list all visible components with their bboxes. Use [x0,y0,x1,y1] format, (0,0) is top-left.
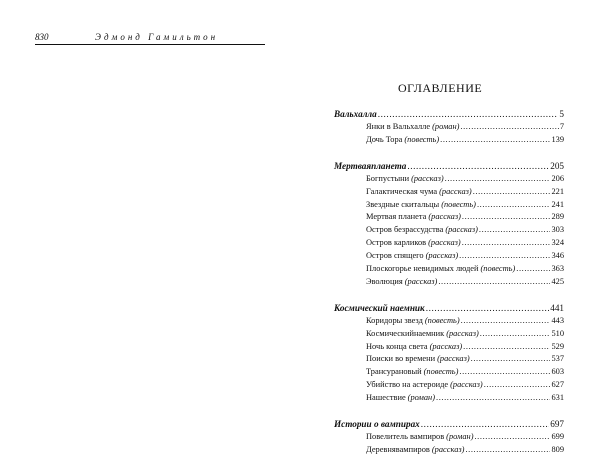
toc-entry [334,276,564,289]
work-page-number: 303 [551,225,564,235]
work-genre: (рассказ) [404,276,438,286]
toc-entry [334,263,564,276]
toc-entry [334,366,564,379]
work-genre: (рассказ) [428,238,461,248]
dot-leader [462,211,551,224]
toc-entry [334,315,564,328]
work-genre: (рассказ) [437,354,470,364]
work-title: Деревнявампиров [366,444,430,454]
toc-section-heading [334,159,564,173]
work-genre: (роман) [446,432,474,442]
dot-leader [474,431,550,444]
work-title: Поиски во времени [366,354,436,364]
section-page-number: 441 [550,302,564,313]
header-rule [35,44,265,45]
section-page-number: 697 [550,419,564,430]
toc-entry [334,328,564,341]
dot-leader [465,444,550,457]
work-title: Остров спящего [366,251,424,261]
dot-leader [460,121,558,134]
toc-entry [334,186,564,199]
toc-entry [334,341,564,354]
work-title: Повелитель вампиров [366,432,445,442]
toc-entry [334,199,564,212]
work-page-number: 206 [551,173,564,183]
work-page-number: 631 [551,393,564,403]
work-title: Плоскогорье невидимых людей [366,264,479,274]
toc-entry [334,431,564,444]
dot-leader [480,328,551,341]
right-page [300,0,600,469]
dot-leader [459,366,550,379]
work-page-number: 139 [551,134,564,144]
toc-entry [334,211,564,224]
work-page-number: 324 [551,238,564,248]
toc-section [334,301,564,405]
work-title: Эволюция [366,276,403,286]
dot-leader [440,134,550,147]
work-page-number: 627 [551,380,564,390]
toc-title: ОГЛАВЛЕНИЕ [398,81,483,95]
work-genre: (рассказ) [411,173,444,183]
work-page-number: 603 [551,367,564,377]
work-genre: (рассказ) [446,328,479,338]
section-page-number: 5 [559,109,564,119]
work-page-number: 241 [551,199,564,209]
table-of-contents [334,107,564,469]
work-title: Трансурановый [366,367,422,377]
work-title: Космическийнаемник [366,328,445,338]
section-title: Мертваяпланета [334,160,407,171]
work-page-number: 346 [551,251,564,261]
dot-leader [438,276,550,289]
dot-leader [421,417,549,431]
work-page-number: 443 [551,315,564,325]
dot-leader [378,107,559,121]
work-genre: (повесть) [480,264,516,274]
toc-section [334,107,564,147]
work-title: Убийство на астероиде [366,380,449,390]
toc-entry [334,379,564,392]
work-genre: (роман) [432,122,460,131]
running-header [35,30,265,44]
section-title: Вальхалла [334,109,377,119]
work-genre: (рассказ) [425,251,459,261]
toc-section-heading [334,107,564,121]
work-page-number: 425 [551,276,564,286]
work-genre: (повесть) [441,199,476,209]
dot-leader [463,341,550,354]
work-page-number: 537 [551,354,564,364]
dot-leader [407,159,549,173]
toc-section [334,159,564,289]
dot-leader [459,250,550,263]
work-title: Нашествие [366,393,406,403]
work-title: Звездные скитальцы [366,199,440,209]
work-genre: (рассказ) [450,380,483,390]
work-genre: (рассказ) [431,444,465,454]
toc-section-heading [334,417,564,431]
work-page-number: 221 [551,186,564,196]
dot-leader [436,392,550,405]
work-page-number: 7 [559,122,564,131]
dot-leader [471,353,551,366]
dot-leader [484,379,551,392]
work-genre: (повесть) [404,134,440,144]
section-title: Космический наемник [334,302,425,313]
toc-entry [334,224,564,237]
work-page-number: 529 [551,341,564,351]
toc-section-heading [334,301,564,315]
work-genre: (повесть) [424,315,460,325]
work-genre: (повесть) [423,367,459,377]
work-genre: (рассказ) [439,186,472,196]
toc-entry [334,444,564,457]
toc-entry [334,173,564,186]
toc-entry [334,353,564,366]
work-page-number: 809 [551,444,564,454]
toc-entry [334,237,564,250]
work-title: Янки в Вальхалле [366,122,431,131]
dot-leader [479,224,551,237]
work-title: Коридоры звезд [366,315,423,325]
section-page-number: 205 [550,160,564,171]
dot-leader [462,237,551,250]
toc-section [334,417,564,457]
dot-leader [461,315,551,328]
work-page-number: 510 [551,328,564,338]
author-name: Эдмонд Гамильтон [95,32,219,42]
dot-leader [426,301,550,315]
toc-entry [334,134,564,147]
work-genre: (роман) [407,393,435,403]
toc-entry [334,121,564,134]
work-title: Богпустыни [366,173,410,183]
work-title: Галактическая чума [366,186,438,196]
toc-entry [334,392,564,405]
work-title: Остров карликов [366,238,427,248]
work-genre: (рассказ) [429,341,463,351]
section-title: Истории о вампирах [334,419,420,430]
dot-leader [473,186,551,199]
dot-leader [516,263,550,276]
work-title: Дочь Тора [366,134,403,144]
dot-leader [445,173,551,186]
work-title: Мертвая планета [366,212,427,222]
work-page-number: 289 [551,212,564,222]
work-genre: (рассказ) [428,212,461,222]
work-genre: (рассказ) [445,225,478,235]
work-title: Ночь конца света [366,341,428,351]
work-title: Остров безрассудства [366,225,444,235]
page-number: 830 [35,32,49,42]
toc-entry [334,250,564,263]
work-page-number: 699 [551,432,564,442]
dot-leader [477,199,550,212]
work-page-number: 363 [551,264,564,274]
